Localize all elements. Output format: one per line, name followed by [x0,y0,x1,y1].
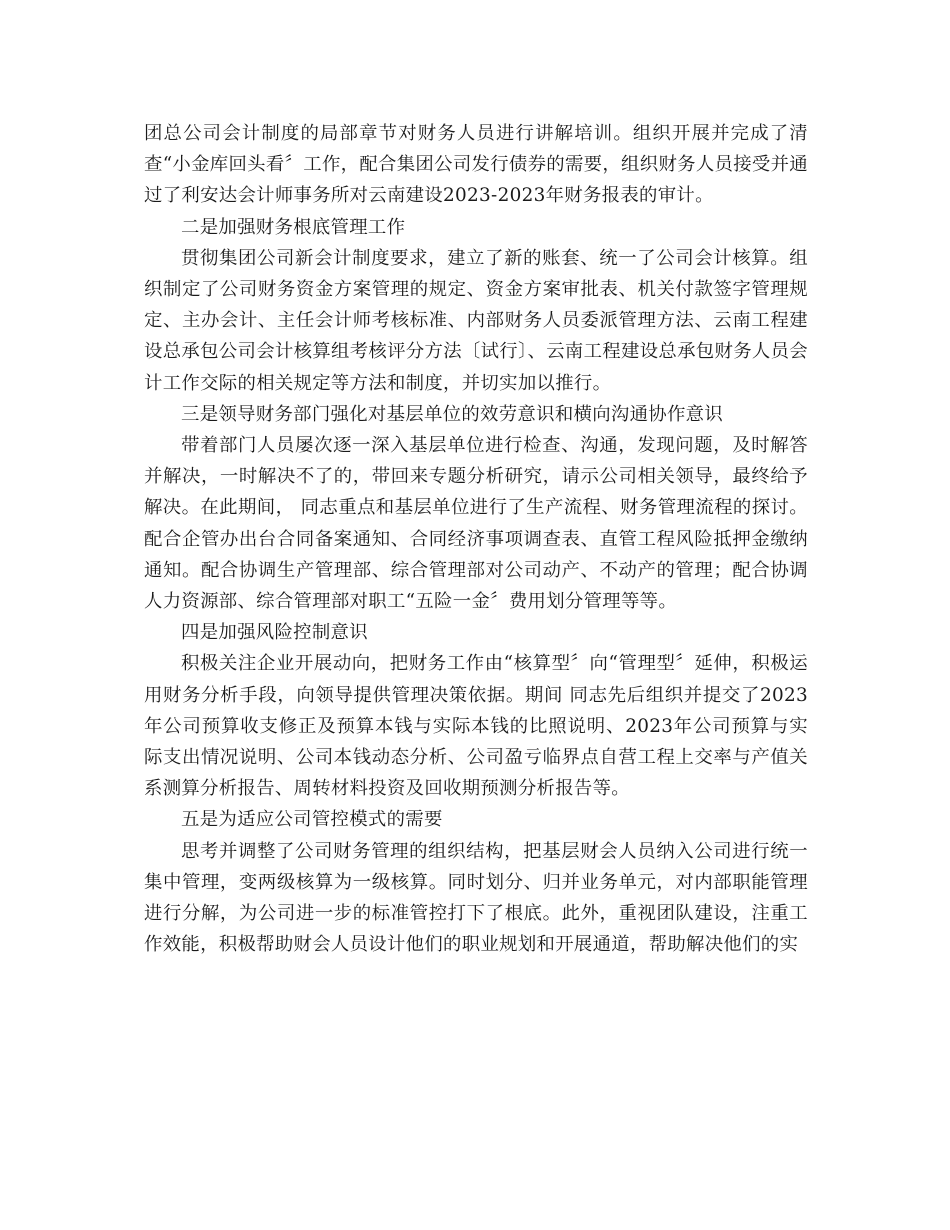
paragraph-continued: 团总公司会计制度的局部章节对财务人员进行讲解培训。组织开展并完成了清查“小金库回头看〞工作，配合集团公司发行债券的需要，组织财务人员接受并通过了利安达会计师事务所对云南建设2023-2023年财务报表的审计。 [144,123,808,207]
section-heading-5: 五是为适应公司管控模式的需要 [181,809,443,831]
document-body [144,118,808,960]
paragraph-body: 带着部门人员屡次逐一深入基层单位进行检查、沟通，发现问题，及时解答并解决，一时解决不了的，带回来专题分析研究，请示公司相关领导，最终给予解决。在此期间， 同志重点和基层单位进行了生产流程、财务管理流程的探讨。配合企管办出台合同备案通知、合同经济事项调查表、直管工程风险抵押金缴纳通知。配合协调生产管理部、综合管理部对公司动产、不动产的管理；配合协调人力资源部、综合管理部对职工“五险一金〞费用划分管理等等。 [144,435,808,613]
paragraph-body: 思考并调整了公司财务管理的组织结构，把基层财会人员纳入公司进行统一集中管理，变两级核算为一级核算。同时划分、归并业务单元，对内部职能管理进行分解，为公司进一步的标准管控打下了根底。此外，重视团队建设，注重工作效能，积极帮助财会人员设计他们的职业规划和开展通道，帮助解决他们的实 [144,840,808,956]
section-heading-4: 四是加强风险控制意识 [181,622,368,644]
paragraph-body: 贯彻集团公司新会计制度要求，建立了新的账套、统一了公司会计核算。组织制定了公司财务资金方案管理的规定、资金方案审批表、机关付款签字管理规定、主办会计、主任会计师考核标准、内部财务人员委派管理方法、云南工程建设总承包公司会计核算组考核评分方法〔试行〕、云南工程建设总承包财务人员会计工作交际的相关规定等方法和制度，并切实加以推行。 [144,247,808,394]
section-heading-2: 二是加强财务根底管理工作 [181,216,406,238]
paragraph-body: 积极关注企业开展动向，把财务工作由“核算型〞向“管理型〞延伸，积极运用财务分析手段，向领导提供管理决策依据。期间 同志先后组织并提交了2023年公司预算收支修正及预算本钱与实际本钱的比照说明、2023年公司预算与实际支出情况说明、公司本钱动态分析、公司盈亏临界点自营工程上交率与产值关系测算分析报告、周转材料投资及回收期预测分析报告等。 [144,653,808,800]
section-heading-3: 三是领导财务部门强化对基层单位的效劳意识和横向沟通协作意识 [181,403,724,425]
